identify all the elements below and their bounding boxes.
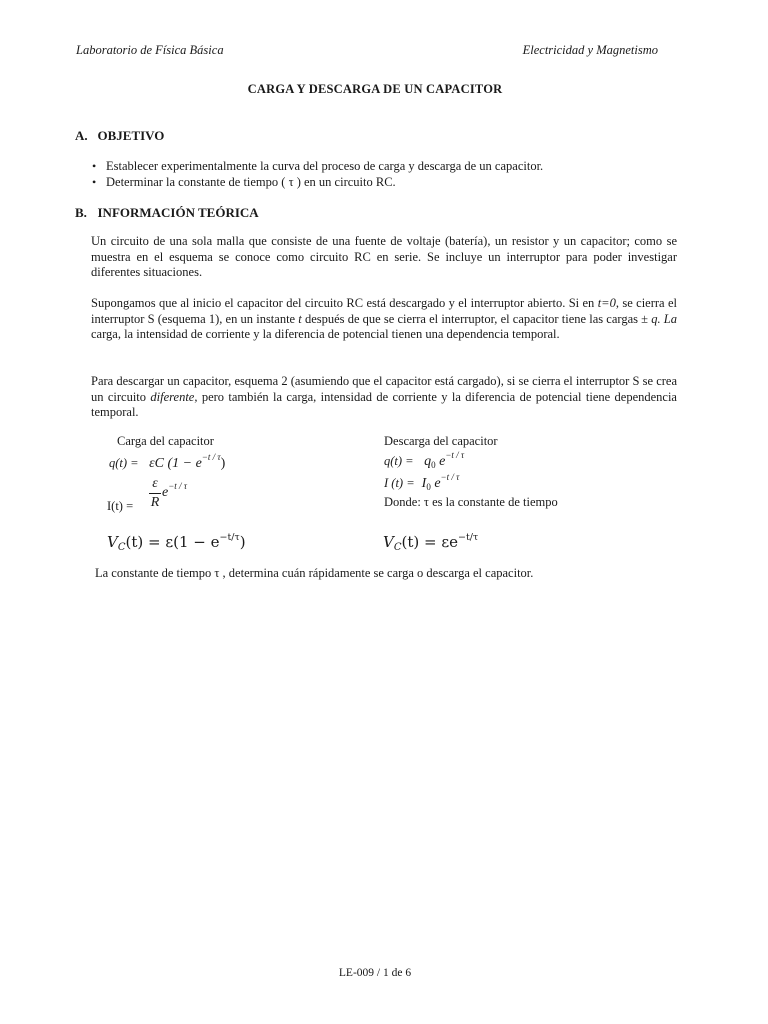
charge-v-equation: $V_C(t) = \varepsilon(1 - e^{-t/\tau})$	[107, 532, 246, 553]
fraction-bar	[149, 493, 161, 494]
paragraph-charging: Supongamos que al inicio el capacitor del circuito RC está descargado y el interruptor abierto. Si en t=0, se cierra el interruptor S (esquema 1), en un instante t después de que se cierra el interruptor, el capacitor tiene las cargas ± q. La carga, la intensidad de corriente y la diferencia de potencial tienen una dependencia temporal.	[91, 296, 677, 342]
discharge-heading: Descarga del capacitor	[384, 434, 498, 448]
charge-i-fraction: ε R	[150, 476, 160, 510]
objective-item: • Determinar la constante de tiempo ( τ ) en un circuito RC.	[92, 175, 543, 191]
section-b-heading	[75, 205, 259, 221]
discharge-v-equation: $V_C(t) = \varepsilon e^{-t/\tau}$	[383, 532, 479, 553]
objective-item: • Establecer experimentalmente la curva del proceso de carga y descarga de un capacitor.	[92, 159, 543, 175]
section-a-heading	[75, 128, 164, 144]
discharge-q-equation: q(t) = $q_0$ $e^{-t / \tau}$	[384, 450, 465, 470]
diferente-word: diferente,	[150, 389, 198, 404]
header-right: Electricidad y Magnetismo	[522, 43, 658, 57]
time-constant-note: Donde: τ es la constante de tiempo	[384, 495, 558, 509]
paragraph-discharging: Para descargar un capacitor, esquema 2 (asumiendo que el capacitor está cargado), si se cierra el interruptor S se crea un circuito diferente, pero también la carga, intensidad de corriente y la diferencia de potencial tiene dependencia temporal.	[91, 374, 677, 420]
discharge-i-equation: I $(t) = I_0$ $e^{-t / \tau}$	[384, 472, 460, 492]
charge-i-label: I(t) =	[107, 499, 134, 513]
time-constant-closing: La constante de tiempo τ , determina cuán rápidamente se carga o descarga el capacitor.	[95, 566, 534, 580]
charge-heading: Carga del capacitor	[117, 434, 214, 448]
section-a-letter: A.	[75, 128, 88, 143]
objective-list	[92, 159, 543, 190]
section-a-title: OBJETIVO	[97, 128, 165, 143]
charge-q-equation: q(t) = εC $(1 - e^{-t / \tau})$	[109, 452, 226, 471]
t-symbol: t	[298, 311, 302, 326]
q-symbol: q. La	[651, 311, 677, 326]
section-b-letter: B.	[75, 205, 87, 220]
paragraph-rc-circuit: Un circuito de una sola malla que consiste de una fuente de voltaje (batería), un resistor y un capacitor; como se muestra en el esquema se conoce como circuito RC en serie. Se incluye un interruptor para poder investigar diferentes situaciones.	[91, 234, 677, 280]
header-left: Laboratorio de Física Básica	[76, 43, 224, 57]
page-footer: LE-009 / 1 de 6	[338, 967, 412, 979]
t-zero: t=0	[597, 296, 616, 310]
section-b-title: INFORMACIÓN TEÓRICA	[97, 205, 259, 220]
charge-i-exponential: $e^{-t / \tau}$	[162, 481, 188, 500]
document-title: CARGA Y DESCARGA DE UN CAPACITOR	[247, 82, 503, 96]
